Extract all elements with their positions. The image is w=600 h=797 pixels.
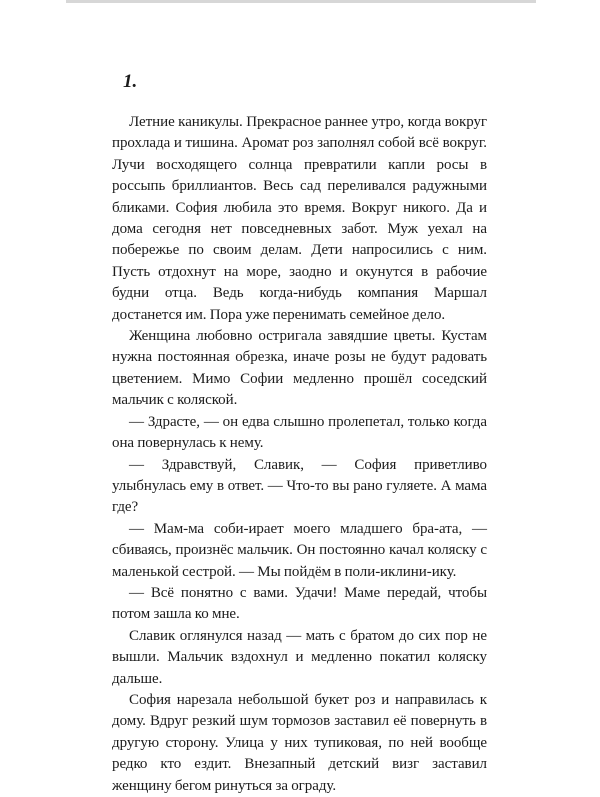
paragraph-2: Женщина любовно остригала завядшие цветы. Кустам нужна постоянная обрезка, иначе розы не будут радовать цветением. Мимо Софии медленно прошёл соседский мальчик с коляской. [112, 328, 487, 409]
chapter-text [112, 112, 487, 797]
paragraph-1: Летние каникулы. Прекрасное раннее утро, когда вокруг прохлада и тишина. Аромат роз заполнял собой всё вокруг. Лучи восходящего солнца превратили капли росы в россыпь бриллиантов. Весь сад переливался радужными бликами. София любила это время. Вокруг никого. Да и дома сегодня нет повседневных забот. Муж уехал на побережье по своим делам. Дети напросились с ним. Пусть отдохнут на море, заодно и окунутся в рабочие будни отца. Ведь когда-нибудь компания Маршал достанется им. Пора уже перенимать семейное дело. [112, 114, 487, 323]
chapter-number: 1. [123, 71, 138, 92]
paragraph-4: — Здравствуй, Славик, — София приветливо улыбнулась ему в ответ. — Что-то вы рано гуляете. А мама где? [112, 456, 487, 516]
scan-edge-mark [66, 0, 536, 3]
paragraph-5: — Мам-ма соби-ирает моего младшего бра-ата, — сбиваясь, произнёс мальчик. Он постоянно качал коляску с маленькой сестрой. — Мы пойдём в поли-иклини-ику. [112, 520, 487, 580]
paragraph-6: — Всё понятно с вами. Удачи! Маме передай, чтобы потом зашла ко мне. [112, 584, 487, 623]
paragraph-8: София нарезала небольшой букет роз и направилась к дому. Вдруг резкий шум тормозов заставил её повернуть в другую сторону. Улица у них тупиковая, по ней вообще редко кто ездит. Внезапный детский визг заставил женщину бегом ринуться за ограду. [112, 691, 487, 794]
paragraph-7: Славик оглянулся назад — мать с братом до сих пор не вышли. Мальчик вздохнул и медленно покатил коляску дальше. [112, 627, 487, 687]
paragraph-3: — Здрасте, — он едва слышно пролепетал, только когда она повернулась к нему. [112, 413, 487, 452]
